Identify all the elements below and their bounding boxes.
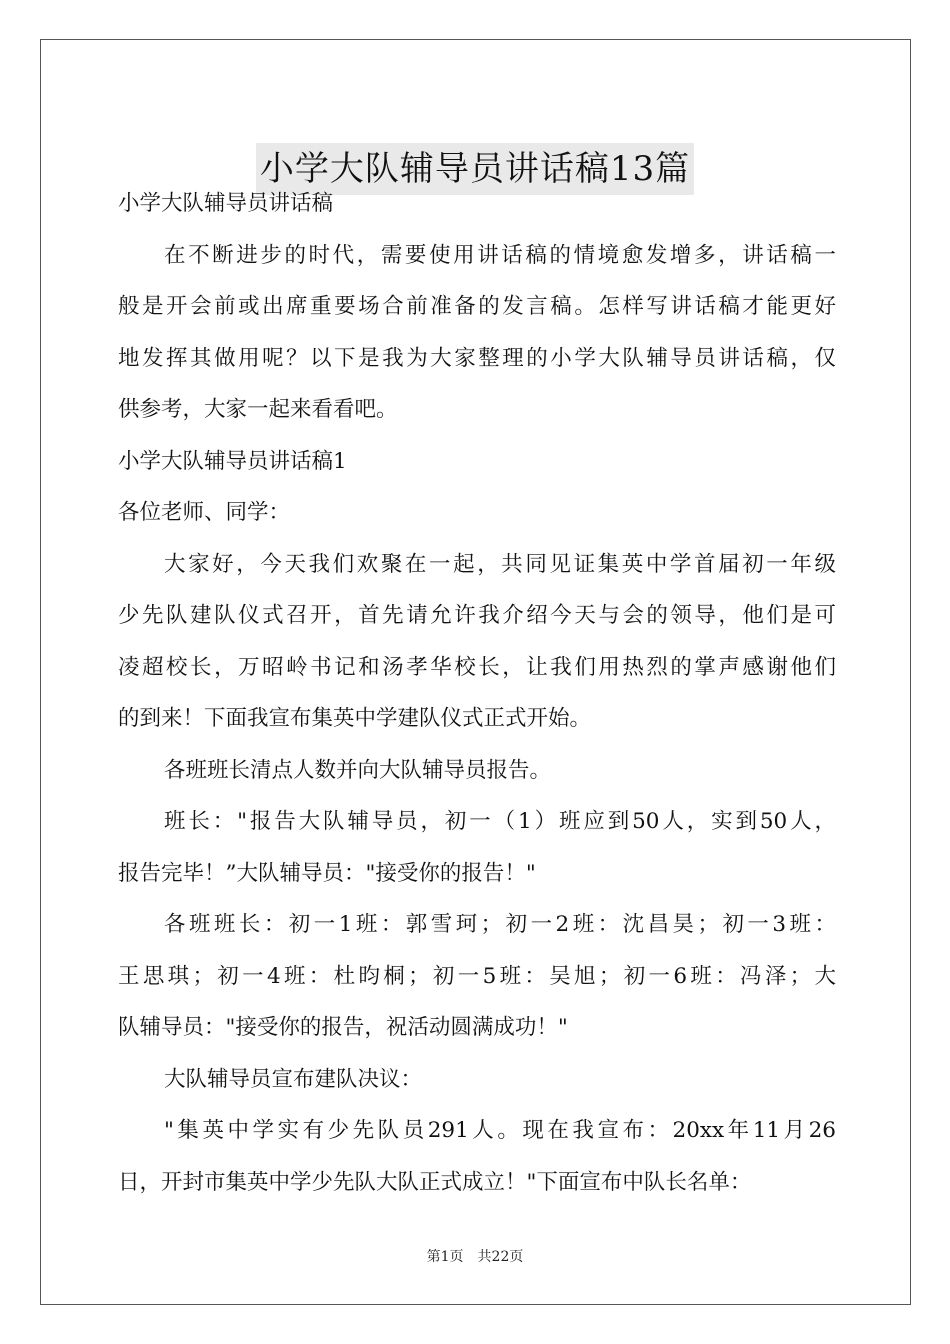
text-line: 队辅导员："接受你的报告，祝活动圆满成功！": [118, 1015, 568, 1040]
text-line: 供参考，大家一起来看看吧。: [118, 397, 398, 422]
paragraph: [118, 230, 836, 436]
paragraph: [118, 487, 836, 539]
text-line: 凌超校长，万昭岭书记和汤孝华校长，让我们用热烈的掌声感谢他们: [118, 654, 836, 680]
paragraph: [118, 178, 836, 230]
text-line: 少先队建队仪式召开，首先请允许我介绍今天与会的领导，他们是可: [118, 603, 836, 628]
text-line: 般是开会前或出席重要场合前准备的发言稿。怎样写讲话稿才能更好: [118, 294, 836, 319]
paragraph: [118, 899, 836, 1054]
paragraph: [118, 1054, 836, 1106]
text-line: 的到来！下面我宣布集英中学建队仪式正式开始。: [118, 706, 592, 731]
text-line: 报告完毕！”大队辅导员："接受你的报告！": [118, 860, 536, 886]
text-line: 小学大队辅导员讲话稿1: [118, 448, 347, 474]
paragraph: [118, 796, 836, 899]
paragraph: [118, 745, 836, 797]
text-line: 各班班长：初一1班：郭雪珂；初一2班：沈昌昊；初一3班：: [164, 912, 836, 937]
text-line: 地发挥其做用呢？以下是我为大家整理的小学大队辅导员讲话稿，仅: [118, 345, 836, 371]
text-line: 大家好，今天我们欢聚在一起，共同见证集英中学首届初一年级: [164, 551, 836, 577]
paragraph: [118, 436, 836, 488]
text-line: 大队辅导员宣布建队决议：: [164, 1066, 423, 1092]
text-line: 日，开封市集英中学少先队大队正式成立！"下面宣布中队长名单：: [118, 1169, 752, 1195]
text-line: 各位老师、同学：: [118, 500, 291, 525]
text-line: 在不断进步的时代，需要使用讲话稿的情境愈发增多，讲话稿一: [164, 242, 836, 268]
paragraph: [118, 1105, 836, 1208]
text-line: 班长："报告大队辅导员，初一（1）班应到50人，实到50人，: [164, 809, 836, 834]
document-title: 小学大队辅导员讲话稿13篇: [256, 143, 694, 195]
document-body: [118, 178, 836, 1208]
text-line: 各班班长清点人数并向大队辅导员报告。: [164, 757, 552, 783]
paragraph: [118, 539, 836, 745]
page-footer: 第1页 共22页: [426, 1249, 524, 1265]
text-line: "集英中学实有少先队员291人。现在我宣布：20xx年11月26: [164, 1118, 836, 1143]
text-line: 小学大队辅导员讲话稿: [118, 191, 334, 216]
text-line: 王思琪；初一4班：杜昀桐；初一5班：吴旭；初一6班：冯泽；大: [118, 963, 836, 989]
